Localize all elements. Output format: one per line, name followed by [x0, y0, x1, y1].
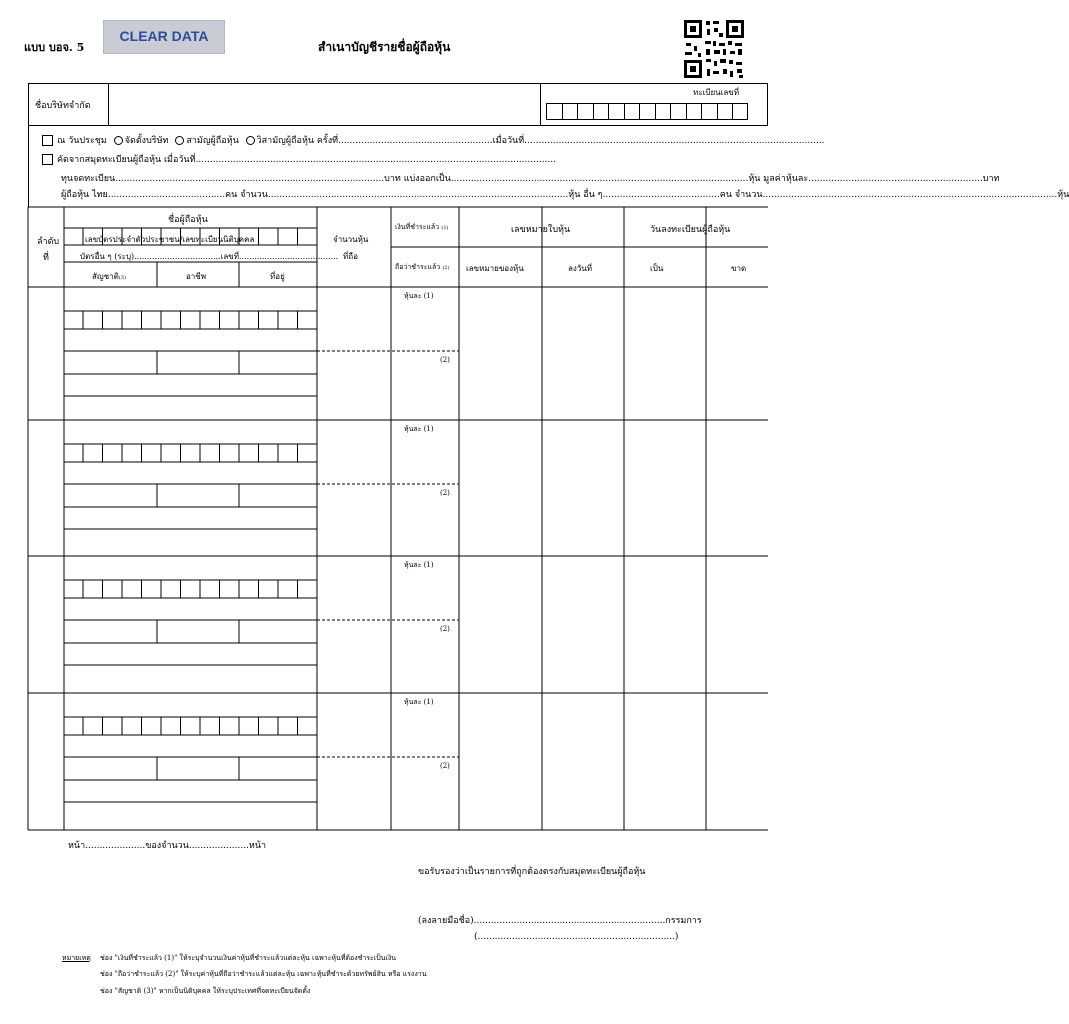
header-cert-sub: เลขหมายของหุ้น	[466, 264, 524, 273]
capital-line: ทุนจดทะเบียน..............................................................................................บาท แบ่งออกเป็น........................................................................................................หุ้น มูลค่าหุ้นละ.............................................................บาท	[61, 174, 1000, 184]
page-count: หน้า.....................ของจำนวน.....................หน้า	[68, 841, 267, 851]
header-ceased: ขาด	[731, 264, 747, 273]
header-shares-held: จำนวนหุ้น	[333, 235, 369, 244]
header-became: เป็น	[650, 264, 664, 273]
director-signature-line: (ลงลายมือชื่อ)...................................................................กรรมการ	[418, 916, 702, 926]
header-cert-date: ลงวันที่	[568, 264, 593, 273]
deemed-mark-label: (2)	[440, 356, 450, 364]
certification-text: ขอรับรองว่าเป็นรายการที่ถูกต้องตรงกับสมุดทะเบียนผู้ถือหุ้น	[418, 867, 646, 877]
header-address: ที่อยู่	[270, 272, 285, 281]
deemed-mark-label: (2)	[440, 489, 450, 497]
per-share-label: หุ้นละ (1)	[404, 425, 434, 433]
header-paid: เงินที่ชำระแล้ว (1)	[395, 223, 449, 231]
holders-line: ผู้ถือหุ้น ไทย.........................................คน จำนวน.........................................................................................................หุ้น อื่น ๆ.........................................คน จำนวน.......................................................................................................หุ้น	[61, 190, 1069, 200]
note-2: ช่อง "ถือว่าชำระแล้ว (2)" ให้ระบุค่าหุ้นที่ถือว่าชำระแล้วแต่ละหุ้น เฉพาะหุ้นที่ชำระด้วยทรัพย์สิน หรือ แรงงาน	[100, 970, 427, 978]
per-share-label: หุ้นละ (1)	[404, 698, 434, 706]
per-share-label: หุ้นละ (1)	[404, 561, 434, 569]
per-share-label: หุ้นละ (1)	[404, 292, 434, 300]
header-id-card: เลขบัตรประจำตัวประชาชน/เลขทะเบียนนิติบุคคล	[85, 235, 255, 244]
header-order: ลำดับ	[37, 237, 60, 247]
header-other-card: บัตรอื่น ๆ (ระบุ)..................................เลขที่.......................................	[80, 252, 339, 261]
header-nationality: สัญชาติ(3)	[92, 272, 126, 281]
note-3: ช่อง "สัญชาติ (3)" หากเป็นนิติบุคคล ให้ระบุประเทศที่จดทะเบียนจัดตั้ง	[100, 987, 311, 995]
header-order-no: ที่	[43, 253, 49, 263]
director-name-line: (.....................................................................)	[474, 932, 679, 942]
registration-number-label: ทะเบียนเลขที่	[693, 88, 739, 97]
page-title: สำเนาบัญชีรายชื่อผู้ถือหุ้น	[318, 40, 451, 54]
notes-label: หมายเหตุ	[62, 954, 91, 962]
header-shares-held-2: ที่ถือ	[343, 252, 358, 261]
deemed-mark-label: (2)	[440, 625, 450, 633]
header-cert-number: เลขหมายใบหุ้น	[511, 225, 571, 235]
meeting-date-line: ณ วันประชุม จัดตั้งบริษัท สามัญผู้ถือหุ้น วิสามัญผู้ถือหุ้น ครั้งที่......................................................เมื่อวันที่.........................................................................................................	[42, 133, 825, 147]
form-code: แบบ บอจ. 5	[24, 41, 85, 54]
note-1: ช่อง "เงินที่ชำระแล้ว (1)" ให้ระบุจำนวนเงินค่าหุ้นที่ชำระแล้วแต่ละหุ้น เฉพาะหุ้นที่ต้องชำระเป็นเงิน	[100, 954, 397, 962]
header-occupation: อาชีพ	[186, 272, 206, 281]
clear-data-button[interactable]: CLEAR DATA	[103, 20, 225, 54]
header-registration-date: วันลงทะเบียนผู้ถือหุ้น	[650, 225, 731, 235]
header-shareholder-name: ชื่อผู้ถือหุ้น	[168, 215, 208, 225]
header-deemed-paid: ถือว่าชำระแล้ว (2)	[395, 263, 450, 271]
deemed-mark-label: (2)	[440, 762, 450, 770]
register-extract-line: คัดจากสมุดทะเบียนผู้ถือหุ้น เมื่อวันที่..............................................................................................................................	[42, 152, 556, 166]
company-name-label: ชื่อบริษัทจำกัด	[29, 84, 109, 126]
